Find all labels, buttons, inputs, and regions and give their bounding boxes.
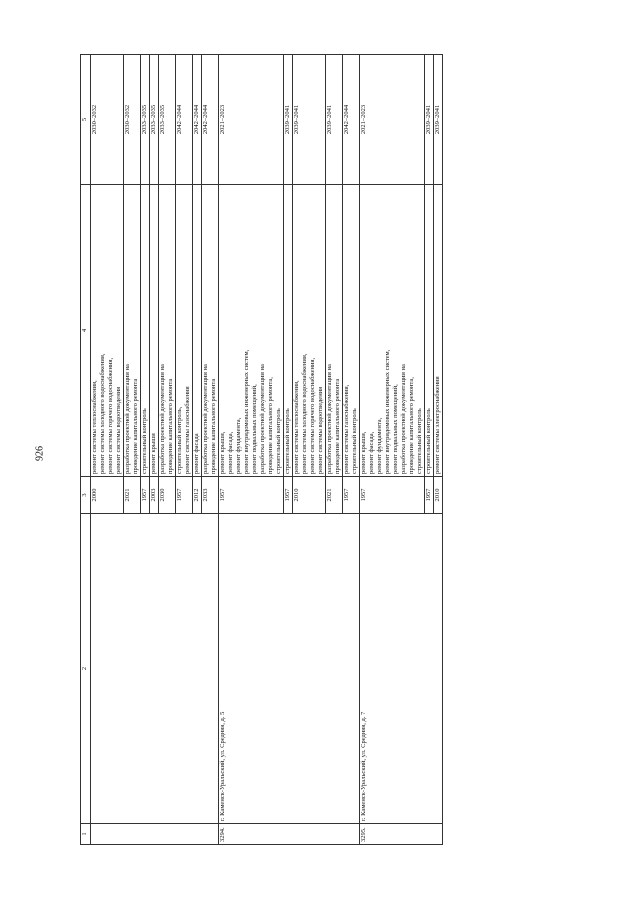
works-cell	[343, 185, 360, 477]
work-item: строительный контроль	[351, 408, 358, 474]
column-header: 3	[81, 477, 91, 514]
address-cell	[91, 514, 219, 824]
works-cell	[293, 185, 326, 477]
work-item: ремонт подвальных помещений,	[251, 384, 258, 474]
period-cell: 2021–2023	[219, 55, 284, 185]
work-item: ремонт внутридомовых инженерных систем,	[243, 349, 250, 474]
work-item: ремонт подвальных помещений,	[392, 384, 399, 474]
year-cell: 2021	[326, 477, 343, 514]
work-item: строительный контроль	[141, 408, 148, 474]
capital-repair-table	[80, 54, 443, 845]
work-item: ремонт фундамента,	[235, 417, 242, 474]
year-cell: 2010	[293, 477, 326, 514]
period-cell: 2042–2044	[176, 55, 193, 185]
table-row	[219, 55, 284, 845]
work-item: строительный контроль	[284, 408, 291, 474]
table-row	[91, 55, 124, 845]
work-item: ремонт системы водоотведения	[317, 386, 324, 474]
period-cell: 2039–2041	[293, 55, 326, 185]
works-cell	[425, 185, 434, 477]
works-cell	[193, 185, 202, 477]
work-item: проведение капитального ремонта,	[408, 377, 415, 474]
period-cell: 2030–2032	[91, 55, 124, 185]
table-row	[360, 55, 425, 845]
work-item: разработка проектной документации на	[259, 364, 266, 474]
works-cell	[159, 185, 176, 477]
period-cell: 2030–2032	[124, 55, 141, 185]
period-cell: 2033–2035	[141, 55, 150, 185]
work-item: разработка проектной документации на	[326, 364, 333, 474]
work-item: ремонт крыши,	[219, 431, 226, 474]
works-cell	[219, 185, 284, 477]
work-item: ремонт фасада,	[368, 431, 375, 474]
works-cell	[124, 185, 141, 477]
work-item: проведение капитального ремонта,	[267, 377, 274, 474]
period-cell: 2033–2035	[159, 55, 176, 185]
work-item: разработка проектной документации на	[124, 364, 131, 474]
object-number-cell: 3294.	[219, 824, 360, 845]
work-item: разработка проектной документации на	[159, 364, 166, 474]
work-item: ремонт системы теплоснабжения,	[293, 380, 300, 474]
work-item: ремонт системы горячего водоснабжения,	[107, 357, 114, 474]
period-cell: 2021–2023	[360, 55, 425, 185]
work-item: проведение капитального ремонта	[132, 378, 139, 474]
period-cell: 2042–2044	[343, 55, 360, 185]
works-cell	[176, 185, 193, 477]
year-cell: 1957	[343, 477, 360, 514]
work-item: ремонт системы холодного водоснабжения,	[99, 353, 106, 474]
year-cell: 2021	[124, 477, 141, 514]
period-cell: 2042–2044	[193, 55, 202, 185]
work-item: строительный контроль	[275, 408, 282, 474]
address-cell: г. Каменск-Уральский, ул. Средняя, д. 7	[360, 514, 443, 824]
object-number-cell	[91, 824, 219, 845]
work-item: ремонт крыши	[150, 433, 157, 474]
page-number: 926	[34, 446, 46, 461]
work-item: ремонт системы теплоснабжения,	[91, 380, 98, 474]
year-cell: 2010	[434, 477, 443, 514]
work-item: строительный контроль	[416, 408, 423, 474]
works-cell	[326, 185, 343, 477]
year-cell: 1957	[176, 477, 193, 514]
work-item: ремонт системы водоотведения	[115, 386, 122, 474]
year-cell: 2003	[150, 477, 159, 514]
work-item: ремонт внутридомовых инженерных систем,	[384, 349, 391, 474]
address-cell: г. Каменск-Уральский, ул. Средняя, д. 5	[219, 514, 360, 824]
period-cell: 2042–2044	[202, 55, 219, 185]
work-item: ремонт фасада	[193, 433, 200, 474]
works-cell	[91, 185, 124, 477]
work-item: ремонт системы электроснабжения	[434, 376, 441, 474]
year-cell: 1957	[425, 477, 434, 514]
year-cell: 1957	[141, 477, 150, 514]
work-item: проведение капитального ремонта	[167, 378, 174, 474]
works-cell	[360, 185, 425, 477]
period-cell: 2039–2041	[425, 55, 434, 185]
column-header: 1	[81, 824, 91, 845]
work-item: ремонт системы газоснабжения,	[343, 384, 350, 474]
work-item: ремонт системы холодного водоснабжения,	[301, 353, 308, 474]
work-item: разработка проектной документации на	[202, 364, 209, 474]
year-cell: 2030	[159, 477, 176, 514]
work-item: ремонт крыши,	[360, 431, 367, 474]
year-cell: 2000	[91, 477, 124, 514]
period-cell: 2039–2041	[326, 55, 343, 185]
rotated-table-container	[80, 80, 600, 845]
works-cell	[202, 185, 219, 477]
work-item: строительный контроль	[425, 408, 432, 474]
object-number-cell: 3295.	[360, 824, 443, 845]
works-cell	[284, 185, 293, 477]
work-item: ремонт фундамента,	[376, 417, 383, 474]
column-header-row	[81, 55, 91, 845]
work-item: проведение капитального ремонта	[334, 378, 341, 474]
period-cell: 2039–2041	[284, 55, 293, 185]
work-item: проведение капитального ремонта	[210, 378, 217, 474]
column-header: 4	[81, 185, 91, 477]
works-cell	[141, 185, 150, 477]
work-item: ремонт системы газоснабжения	[184, 386, 191, 474]
period-cell: 2039–2041	[434, 55, 443, 185]
column-header: 2	[81, 514, 91, 824]
year-cell: 2012	[193, 477, 202, 514]
work-item: ремонт фасада,	[227, 431, 234, 474]
year-cell: 1957	[360, 477, 425, 514]
period-cell: 2033–2035	[150, 55, 159, 185]
work-item: разработка проектной документации на	[400, 364, 407, 474]
works-cell	[434, 185, 443, 477]
year-cell: 1957	[219, 477, 284, 514]
year-cell: 2033	[202, 477, 219, 514]
column-header: 5	[81, 55, 91, 185]
work-item: строительный контроль,	[176, 406, 183, 474]
works-cell	[150, 185, 159, 477]
year-cell: 1957	[284, 477, 293, 514]
work-item: ремонт системы горячего водоснабжения,	[309, 357, 316, 474]
